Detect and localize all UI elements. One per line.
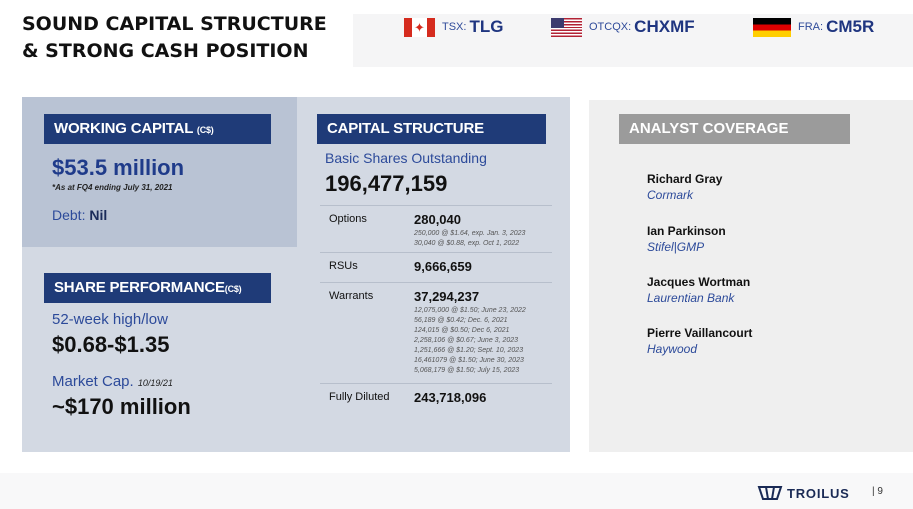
market-cap-date: 10/19/21 bbox=[137, 378, 173, 388]
range-label: 52-week high/low bbox=[52, 311, 168, 328]
title-line-1: SOUND CAPITAL STRUCTURE bbox=[22, 13, 327, 35]
ticker-symbol: TLG bbox=[469, 17, 504, 36]
cap-detail-line: 5,068,179 @ $1.50; July 15, 2023 bbox=[414, 367, 520, 374]
canada-flag-icon bbox=[404, 18, 435, 37]
market-cap-value: ~$170 million bbox=[52, 394, 191, 419]
cap-detail-line: 1,251,666 @ $1.20; Sept. 10, 2023 bbox=[414, 347, 524, 354]
cap-row-options bbox=[320, 205, 552, 252]
cap-row-warrants bbox=[320, 282, 552, 383]
cap-row-value: 280,040 bbox=[414, 212, 461, 227]
analyst-item bbox=[647, 325, 752, 358]
market-cap-label: Market Cap. bbox=[52, 373, 134, 390]
ticker-otcqx bbox=[551, 17, 695, 37]
analyst-firm: Haywood bbox=[647, 342, 698, 356]
cap-detail-line: 250,000 @ $1.64, exp. Jan. 3, 2023 bbox=[414, 230, 526, 237]
cap-detail-line: 30,040 @ $0.88, exp. Oct 1, 2022 bbox=[414, 240, 520, 247]
share-performance-label bbox=[44, 273, 271, 303]
range-value: $0.68-$1.35 bbox=[52, 332, 170, 357]
debt-label: Debt: bbox=[52, 207, 86, 223]
cap-row-value: 243,718,096 bbox=[414, 390, 487, 405]
analyst-panel bbox=[589, 100, 913, 452]
cap-row-rsus bbox=[320, 252, 552, 282]
share-performance-label-text: SHARE PERFORMANCE bbox=[54, 279, 225, 296]
ticker-exchange: OTCQX: bbox=[589, 21, 632, 33]
troilus-logo-icon bbox=[757, 485, 783, 501]
capital-structure-label: CAPITAL STRUCTURE bbox=[317, 114, 546, 144]
cap-row-details bbox=[414, 306, 526, 376]
analyst-item bbox=[647, 274, 750, 307]
ticker-symbol: CM5R bbox=[826, 17, 875, 36]
cap-row-name: Options bbox=[329, 213, 367, 225]
cap-detail-line: 124,015 @ $0.50; Dec 6, 2021 bbox=[414, 327, 510, 334]
cap-row-name: RSUs bbox=[329, 260, 358, 272]
working-capital-label bbox=[44, 114, 271, 144]
ticker-symbol: CHXMF bbox=[634, 17, 695, 36]
analyst-item bbox=[647, 171, 722, 204]
cap-detail-line: 16,461079 @ $1.50; June 30, 2023 bbox=[414, 357, 524, 364]
cap-row-name: Warrants bbox=[329, 290, 374, 302]
cap-row-value: 37,294,237 bbox=[414, 289, 480, 304]
cap-detail-line: 12,075,000 @ $1.50; June 23, 2022 bbox=[414, 307, 526, 314]
cap-detail-line: 56,189 @ $0.42; Dec. 6, 2021 bbox=[414, 317, 508, 324]
debt-line bbox=[52, 207, 107, 223]
working-capital-amount: $53.5 million bbox=[52, 155, 185, 180]
working-capital-label-text: WORKING CAPITAL bbox=[54, 120, 193, 137]
ticker-exchange: TSX: bbox=[442, 21, 467, 33]
germany-flag-icon bbox=[753, 18, 791, 37]
basic-shares-label: Basic Shares Outstanding bbox=[325, 150, 487, 166]
analyst-firm: Laurentian Bank bbox=[647, 291, 735, 305]
cap-row-value: 9,666,659 bbox=[414, 259, 472, 274]
analyst-firm: Stifel|GMP bbox=[647, 240, 705, 254]
analyst-firm: Cormark bbox=[647, 188, 694, 202]
cap-detail-line: 2,258,106 @ $0.67; June 3, 2023 bbox=[414, 337, 519, 344]
cap-row-fully-diluted bbox=[320, 383, 552, 413]
debt-value: Nil bbox=[89, 207, 108, 223]
usa-flag-icon bbox=[551, 18, 582, 37]
ticker-exchange: FRA: bbox=[798, 21, 824, 33]
cap-row-name: Fully Diluted bbox=[329, 391, 390, 403]
analyst-name: Pierre Vaillancourt bbox=[647, 326, 753, 340]
analyst-name: Richard Gray bbox=[647, 172, 723, 186]
ticker-tsx bbox=[404, 17, 503, 37]
basic-shares-value: 196,477,159 bbox=[325, 171, 448, 196]
analyst-coverage-label: ANALYST COVERAGE bbox=[619, 114, 850, 144]
page-number: | 9 bbox=[872, 486, 883, 497]
working-capital-note: *As at FQ4 ending July 31, 2021 bbox=[52, 183, 173, 192]
analyst-item bbox=[647, 223, 726, 256]
ticker-fra bbox=[753, 17, 874, 37]
analyst-name: Ian Parkinson bbox=[647, 224, 726, 238]
cap-row-details bbox=[414, 229, 525, 249]
troilus-logo bbox=[757, 485, 850, 501]
share-performance-label-unit: (C$) bbox=[224, 284, 242, 294]
analyst-name: Jacques Wortman bbox=[647, 275, 751, 289]
market-cap-label-line bbox=[52, 373, 173, 390]
title-line-2: & STRONG CASH POSITION bbox=[22, 40, 309, 62]
page-title bbox=[22, 11, 352, 65]
working-capital-label-unit: (C$) bbox=[196, 125, 214, 135]
logo-text: TROILUS bbox=[787, 485, 850, 501]
